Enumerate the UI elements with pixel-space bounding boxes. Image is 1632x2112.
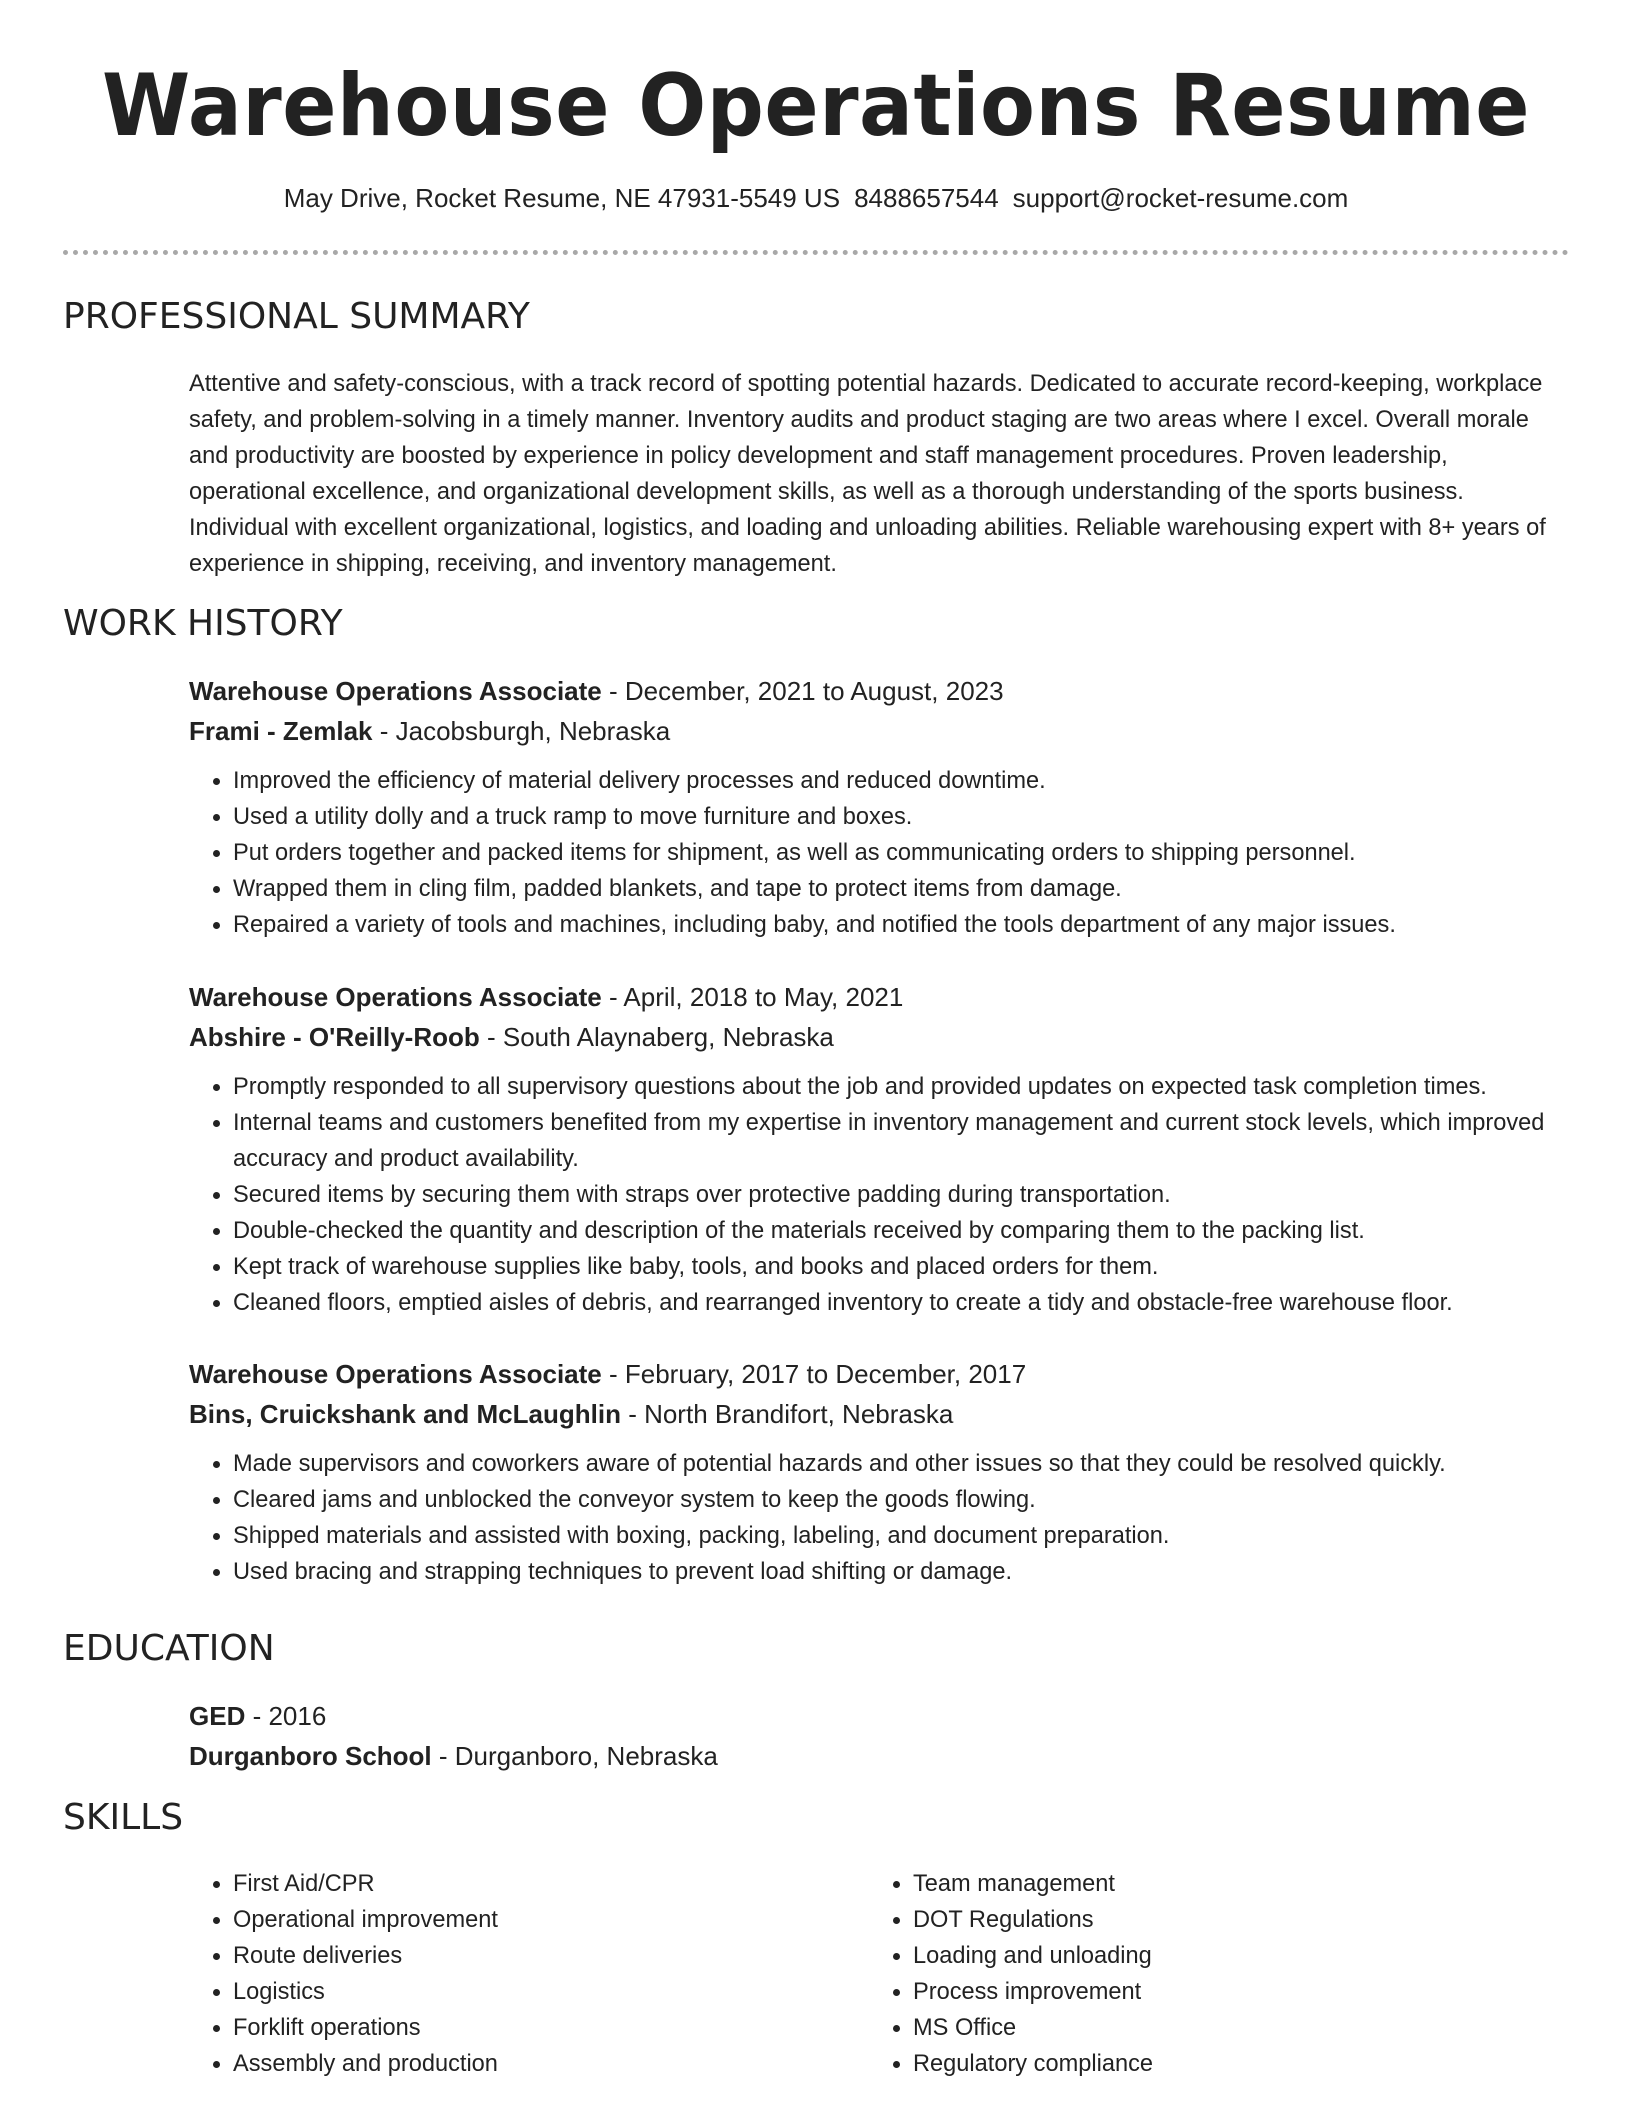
job-title-line (189, 1354, 1579, 1394)
job-role: Warehouse Operations Associate (189, 676, 602, 706)
job-bullet: • Cleaned floors, emptied aisles of debris, and rearranged inventory to create a tidy and obstacle-free warehouse floor. (233, 1285, 1579, 1321)
job-dates: - April, 2018 to May, 2021 (601, 982, 904, 1012)
skill-item: • First Aid/CPR (233, 1866, 498, 1902)
job-bullet: • Kept track of warehouse supplies like baby, tools, and books and placed orders for them. (233, 1249, 1579, 1285)
section-title-education: EDUCATION (63, 1628, 275, 1669)
job-location: - South Alaynaberg, Nebraska (479, 1022, 834, 1052)
job-company-line (189, 1394, 1579, 1434)
contact-email: support@rocket-resume.com (1012, 183, 1349, 213)
job-bullet: • Secured items by securing them with straps over protective padding during transportation. (233, 1177, 1579, 1213)
job-entry (189, 671, 1579, 943)
education-degree: GED (189, 1701, 246, 1731)
job-role: Warehouse Operations Associate (189, 982, 602, 1012)
skill-item: • Assembly and production (233, 2046, 498, 2082)
job-bullet: • Shipped materials and assisted with boxing, packing, labeling, and document preparation. (233, 1518, 1579, 1554)
job-role: Warehouse Operations Associate (189, 1359, 602, 1389)
job-location: - North Brandifort, Nebraska (620, 1399, 954, 1429)
skill-item: • Operational improvement (233, 1902, 498, 1938)
skill-item: • Route deliveries (233, 1938, 498, 1974)
resume-title: Warehouse Operations Resume (102, 56, 1530, 156)
job-dates: - December, 2021 to August, 2023 (601, 676, 1004, 706)
job-bullet: • Cleared jams and unblocked the conveyor system to keep the goods flowing. (233, 1482, 1579, 1518)
skill-item: • Forklift operations (233, 2010, 498, 2046)
skill-item: • DOT Regulations (913, 1902, 1153, 1938)
skill-item: • MS Office (913, 2010, 1153, 2046)
contact-address: May Drive, Rocket Resume, NE 47931-5549 US (283, 183, 841, 213)
education-location: - Durganboro, Nebraska (431, 1741, 718, 1771)
job-company-line (189, 1017, 1579, 1057)
skill-item: • Logistics (233, 1974, 498, 2010)
job-bullets (189, 1069, 1579, 1321)
skill-item: • Team management (913, 1866, 1153, 1902)
skills-column-right (869, 1866, 1153, 2082)
summary-text: Attentive and safety-conscious, with a track record of spotting potential hazards. Dedicated to accurate record-keeping, workplace safety, and problem-solving in a timely manner. Inventory audits and product staging are two areas where I excel. Overall morale and productivity are boosted by experience in policy development and staff management procedures. Proven leadership, operational excellence, and organizational development skills, as well as a thorough understanding of the sports business. Individual with excellent organizational, logistics, and loading and unloading abilities. Reliable warehousing expert with 8+ years of experience in shipping, receiving, and inventory management. (189, 371, 1546, 577)
skill-item: • Regulatory compliance (913, 2046, 1153, 2082)
section-title-work: WORK HISTORY (63, 603, 343, 644)
section-title-skills: SKILLS (63, 1797, 184, 1838)
job-company-line (189, 711, 1579, 751)
job-company: Abshire - O'Reilly-Roob (189, 1022, 480, 1052)
job-company: Frami - Zemlak (189, 716, 373, 746)
job-bullets (189, 763, 1579, 943)
contact-line (0, 183, 1632, 214)
job-bullet: • Used bracing and strapping techniques to prevent load shifting or damage. (233, 1554, 1579, 1590)
job-bullet: • Internal teams and customers benefited from my expertise in inventory management and current stock levels, which improved accuracy and product availability. (233, 1105, 1579, 1177)
header-divider (63, 250, 1569, 255)
education-school: Durganboro School (189, 1741, 432, 1771)
job-bullet: • Made supervisors and coworkers aware of potential hazards and other issues so that they could be resolved quickly. (233, 1446, 1579, 1482)
section-title-summary: PROFESSIONAL SUMMARY (63, 296, 530, 337)
job-location: - Jacobsburgh, Nebraska (372, 716, 671, 746)
job-entry (189, 977, 1579, 1321)
skills-column-left (189, 1866, 498, 2082)
job-title-line (189, 977, 1579, 1017)
education-school-line (189, 1736, 718, 1776)
job-bullet: • Double-checked the quantity and description of the materials received by comparing them to the packing list. (233, 1213, 1579, 1249)
job-bullet: • Wrapped them in cling film, padded blankets, and tape to protect items from damage. (233, 871, 1579, 907)
skill-item: • Process improvement (913, 1974, 1153, 2010)
job-bullets (189, 1446, 1579, 1590)
job-bullet: • Promptly responded to all supervisory questions about the job and provided updates on expected task completion times. (233, 1069, 1579, 1105)
job-bullet: • Repaired a variety of tools and machines, including baby, and notified the tools department of any major issues. (233, 907, 1579, 943)
job-company: Bins, Cruickshank and McLaughlin (189, 1399, 621, 1429)
job-entry (189, 1354, 1579, 1590)
education-degree-line (189, 1696, 718, 1736)
education-entry (189, 1696, 718, 1776)
contact-phone: 8488657544 (854, 183, 999, 213)
job-title-line (189, 671, 1579, 711)
job-bullet: • Used a utility dolly and a truck ramp to move furniture and boxes. (233, 799, 1579, 835)
job-bullet: • Put orders together and packed items for shipment, as well as communicating orders to shipping personnel. (233, 835, 1579, 871)
job-dates: - February, 2017 to December, 2017 (601, 1359, 1027, 1389)
education-year: - 2016 (245, 1701, 327, 1731)
job-bullet: • Improved the efficiency of material delivery processes and reduced downtime. (233, 763, 1579, 799)
skill-item: • Loading and unloading (913, 1938, 1153, 1974)
